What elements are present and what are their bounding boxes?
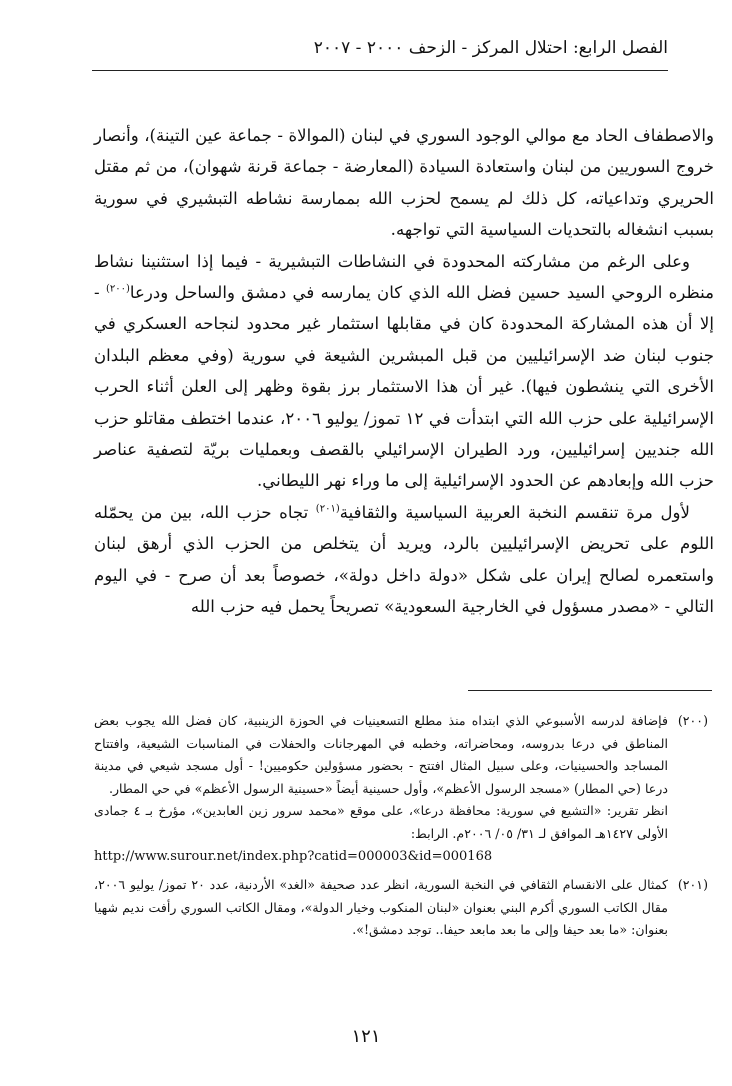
footnote-201 [94, 874, 708, 942]
footnote-ref-201[interactable]: (٢٠١) [315, 503, 340, 515]
footnote-body [94, 874, 668, 942]
footnotes [94, 710, 708, 948]
footnote-200 [94, 710, 708, 868]
paragraph-2-text-b: - إلا أن هذه المشاركة المحدودة كان في مقابلها استثمار غير محدود لنجاحه العسكري في جنوب لبنان ضد الإسرائيليين من قبل المبشرين الشيعة في سورية (وفي معظم البلدان الأخرى التي ينشطون فيها). غير أن هذا الاستثمار برز بقوة وظهر إلى العلن أثناء الحرب الإسرائيلية على حزب الله التي ابتدأت في ١٢ تموز/ يوليو ٢٠٠٦، عندما اختطف مقاتلو حزب الله جنديين إسرائيليين، ورد الطيران الإسرائيلي بالقصف وبعمليات بريّة لتصفية عناصر حزب الله وإبعادهم عن الحدود الإسرائيلية إلى ما وراء نهر الليطاني. [94, 283, 714, 491]
header-rule [92, 70, 668, 71]
paragraph-3 [94, 497, 714, 623]
running-header: الفصل الرابع: احتلال المركز - الزحف ٢٠٠٠ - ٢٠٠٧ [313, 38, 668, 58]
footnote-source: انظر تقرير: «التشيع في سورية: محافظة درعا»، على موقع «محمد سرور زين العابدين»، مؤرخ بـ ٤ جمادى الأولى ١٤٢٧هـ الموافق لـ ٣١/ ٠٥/ ٢٠٠٦م. الرابط: [94, 803, 668, 841]
footnote-separator [468, 690, 712, 691]
footnote-number: (٢٠١) [677, 877, 708, 893]
footnote-number: (٢٠٠) [677, 713, 708, 728]
paragraph-3-text-b: تجاه حزب الله، بين من يحمّله اللوم على تحريض الإسرائيليين بالرد، ويريد أن يتخلص من الحزب الذي أرهق لبنان واستعمره لصالح إيران على شكل «دولة داخل دولة»، خصوصاً بعد أن صرح - في اليوم التالي - «مصدر مسؤول في الخارجية السعودية» تصريحاً يحمل فيه حزب الله [94, 502, 714, 617]
paragraph-2 [94, 246, 714, 497]
footnote-text: فإضافة لدرسه الأسبوعي الذي ابتداه منذ مطلع التسعينيات في الحوزة الزينبية، كان فضل الله يجوب بعض المناطق في درعا بدروسه، ومحاضراته، وخطبه في المهرجانات والحفلات في المناسبات الشيعية، وافتتاح المساجد والحسينيات، وعلى سبيل المثال افتتح - بحضور مسؤولين حكوميين! - أول مسجد شيعي في مدينة درعا (حي المطار) «مسجد الرسول الأعظم»، وأول حسينية أيضاً «حسينية الرسول الأعظم» في حي المطار. [94, 713, 668, 796]
footnote-text: كمثال على الانقسام الثقافي في النخبة السورية، انظر عدد صحيفة «الغد» الأردنية، عدد ٢٠ تموز/ يوليو ٢٠٠٦، مقال الكاتب السوري أكرم البني بعنوان «لبنان المنكوب وخيار الدولة»، ومقال الكاتب السوري رأفت نديم شهيا بعنوان: «ما بعد حيفا وإلى ما بعد مابعد حيفا.. توجد دمشق!». [94, 877, 668, 938]
paragraph-3-text-a: لأول مرة تنقسم النخبة العربية السياسية والثقافية [339, 502, 690, 522]
paragraph-1: والاصطفاف الحاد مع موالي الوجود السوري في لبنان (الموالاة - جماعة عين التينة)، وأنصار خروج السوريين من لبنان واستعادة السيادة (المعارضة - جماعة قرنة شهوان)، من ثم مقتل الحريري وتداعياته، كل ذلك لم يسمح لحزب الله بممارسة نشاطه التبشيري في سورية بسبب انشغاله بالتحديات السياسية التي تواجهه. [94, 126, 714, 240]
paragraph-2-text-a: وعلى الرغم من مشاركته المحدودة في النشاطات التبشيرية - فيما إذا استثنينا نشاط منظره الروحي السيد حسين فضل الله الذي كان يمارسه في دمشق والساحل ودرعا [94, 251, 714, 303]
footnote-ref-200[interactable]: (٢٠٠) [105, 283, 130, 295]
footnote-body [94, 710, 668, 868]
footnote-link[interactable]: http://www.surour.net/index.php?catid=000003&id=000168 [94, 848, 493, 864]
page-number: ١٢١ [351, 1026, 381, 1047]
main-text [94, 120, 714, 623]
